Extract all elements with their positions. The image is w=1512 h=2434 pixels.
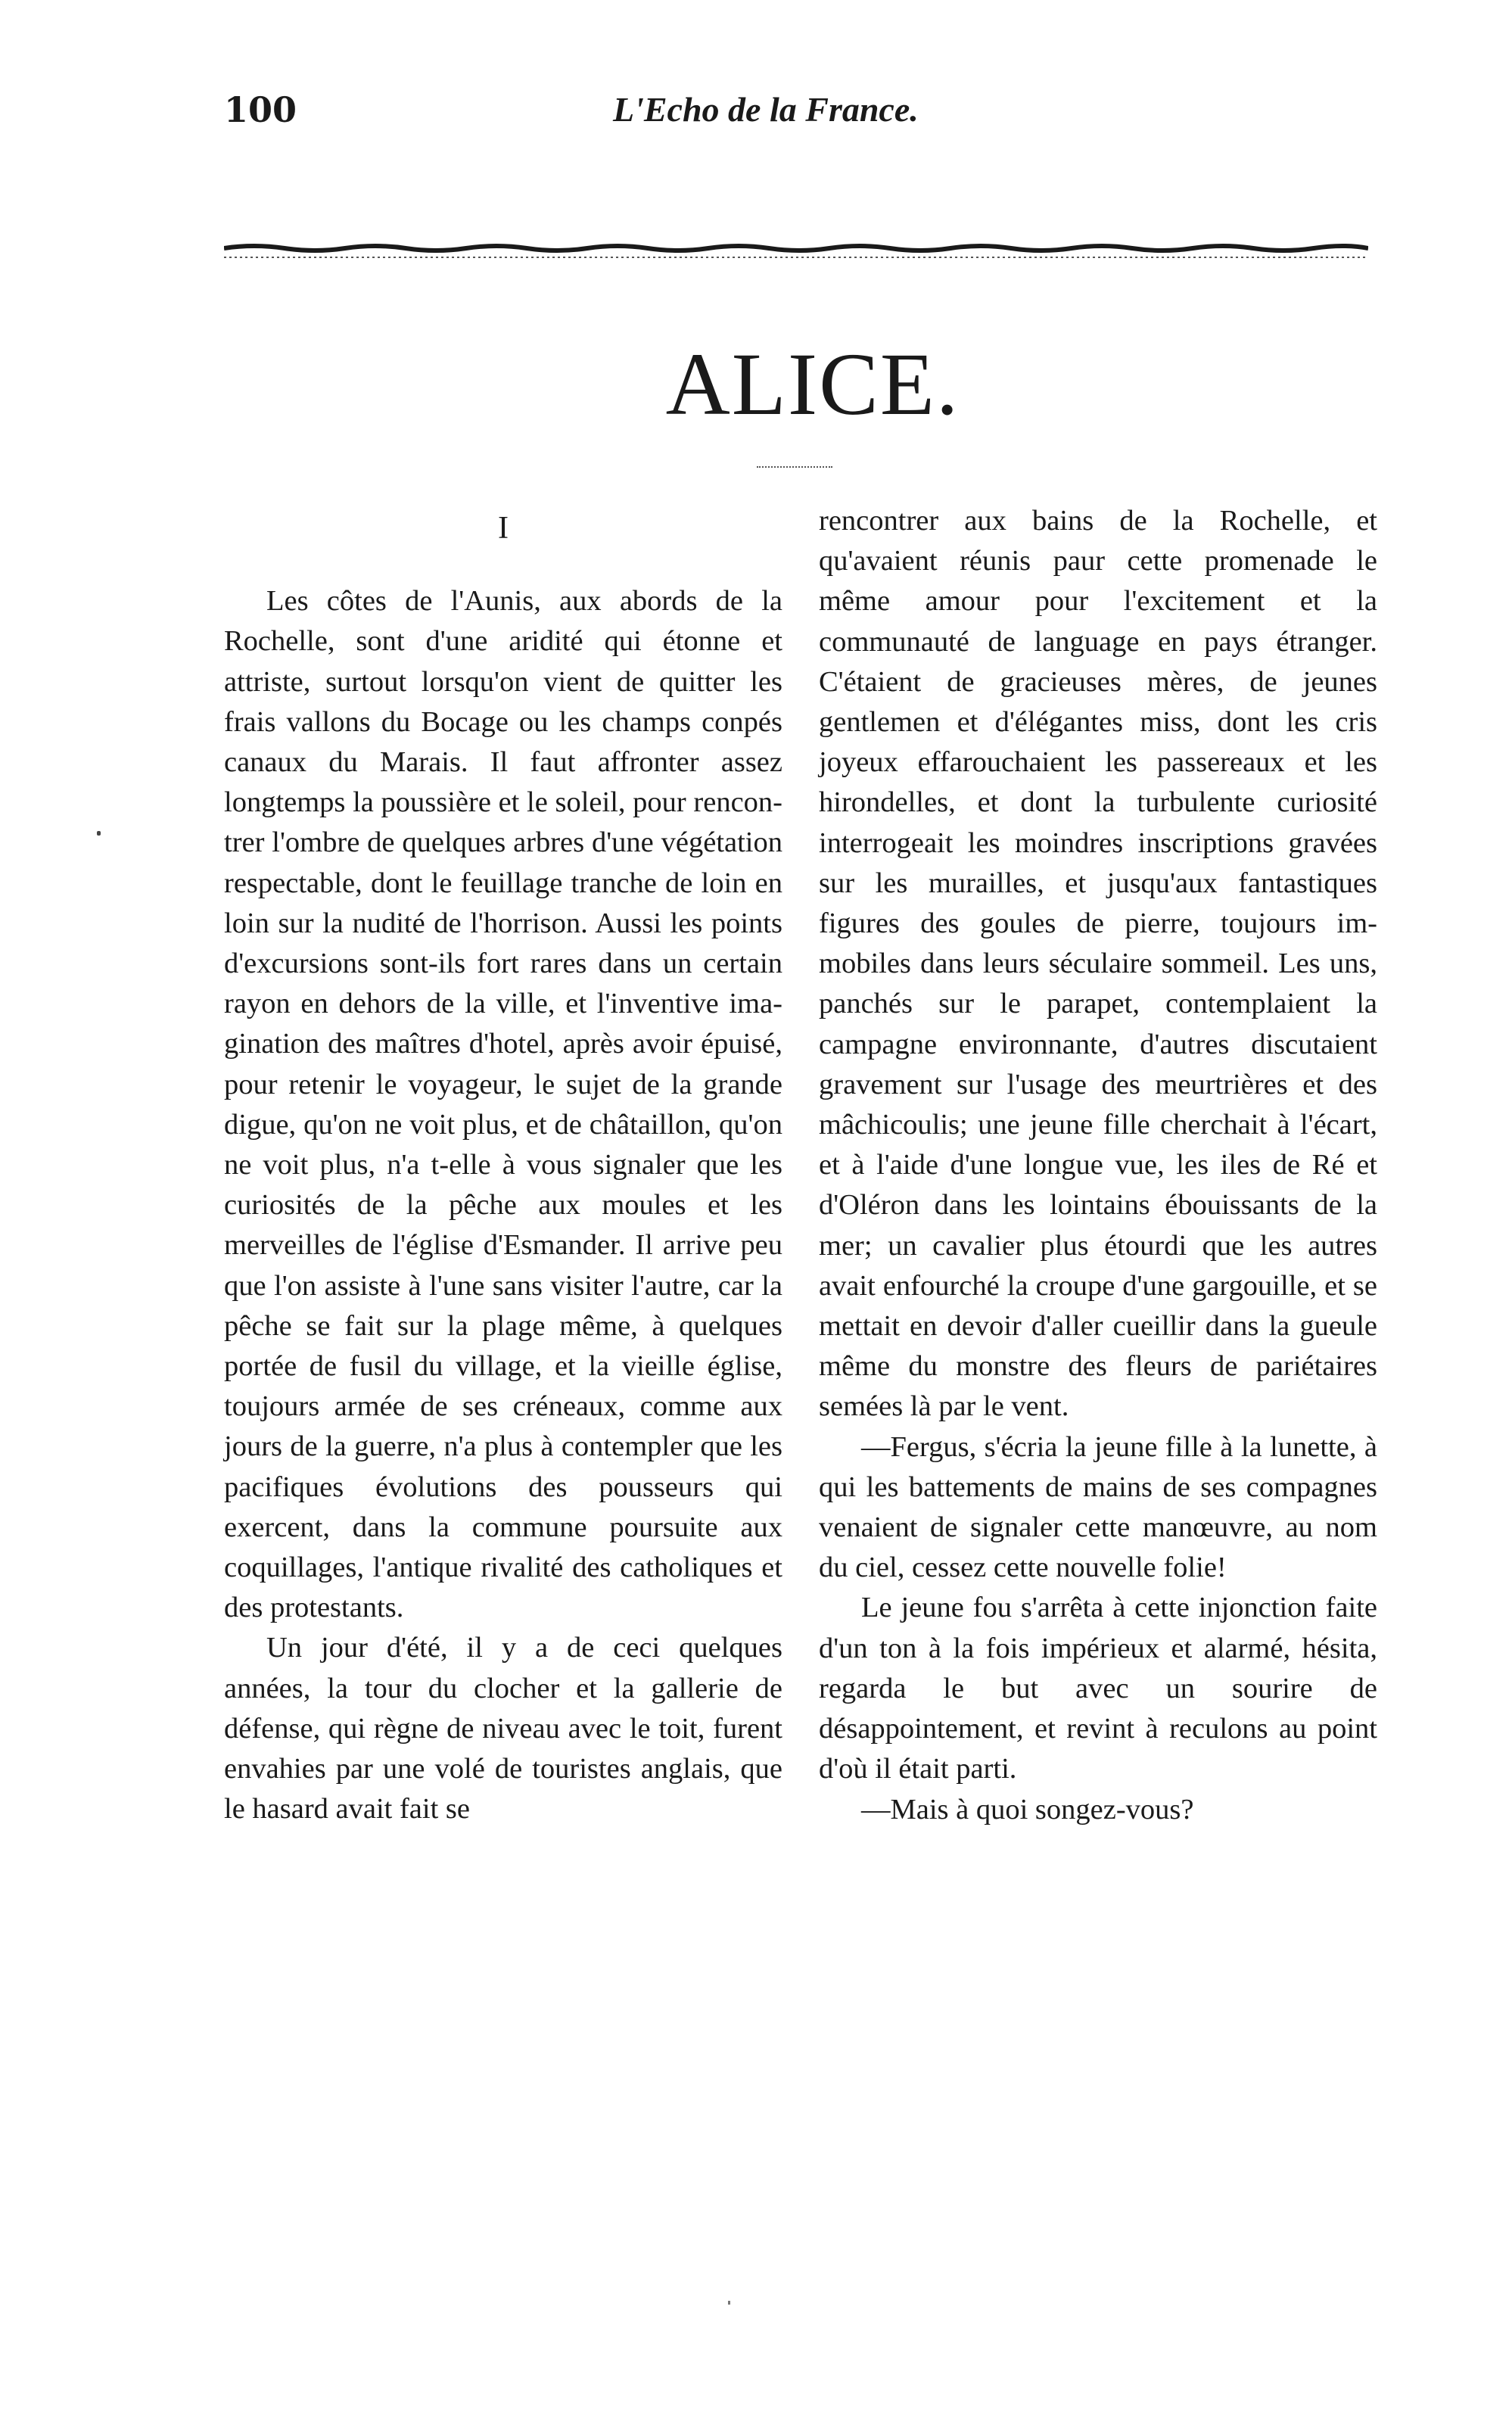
article-title: ALICE.: [665, 335, 960, 434]
decorative-rule: [224, 241, 1368, 265]
section-numeral: I: [498, 511, 509, 546]
running-title: L'Echo de la France.: [613, 90, 919, 129]
right-column: [819, 501, 1377, 1830]
page-number: 100: [224, 89, 297, 130]
stray-ink-mark: [97, 831, 101, 836]
paragraph: —Fergus, s'écria la jeune fille à la lunette, à qui les battements de mains de ses compagnes venaient de signaler cette manœuvre, au nom du ciel, cessez cette nouvelle folie!: [819, 1430, 1377, 1584]
paragraph: —Mais à quoi songez-vous?: [861, 1793, 1194, 1826]
stray-ink-mark: [728, 2301, 730, 2305]
paragraph: Un jour d'été, il y a de ceci quelques années, la tour du clocher et la gallerie de défense, qui règne de niveau avec le toit, furent envahies par une volé de touristes anglais, que le hasard avait fait se: [224, 1632, 782, 1826]
title-ornament: [757, 466, 832, 468]
left-column: [224, 500, 782, 1830]
paragraph: Les côtes de l'Aunis, aux abords de la Rochelle, sont d'une aridité qui étonne et attriste, surtout lorsqu'on vient de quitter les frais vallons du Bocage ou les champs conpés canaux du Marais. Il faut affronter assez longtemps la poussière et le soleil, pour rencontrer l'ombre de quelques arbres d'une végétation respectable, dont le feuillage tranche de loin en loin sur la nudité de l'horrison. Aussi les points d'excursions sont-ils fort rares dans un certain rayon en dehors de la ville, et l'inventive imagination des maîtres d'hotel, après avoir épuisé, pour retenir le voyageur, le sujet de la grande digue, qu'on ne voit plus, et de châtaillon, qu'on ne voit plus, n'a t-elle à vous signaler que les curiosités de la pêche aux moules et les merveilles de l'église d'Esmander. Il arrive peu que l'on assiste à l'une sans visiter l'autre, car la pêche se fait sur la plage même, à quelques portée de fusil du village, et la vieille église, toujours armée de ses créneaux, comme aux jours de la guerre, n'a plus à contempler que les pacifiques évolutions des pousseurs qui exercent, dans la commune poursuite aux coquillages, l'antique rivalité des catholiques et des protestants.: [224, 585, 782, 1624]
page-header: [219, 89, 1370, 150]
paragraph: rencontrer aux bains de la Rochelle, et qu'avaient réunis paur cette promenade le même amour pour l'excitement et la communauté de language en pays étranger. C'étaient de gracieuses mères, de jeunes gentlemen et d'élégantes miss, dont les cris joyeux effarouchaient les passereaux et les hirondelles, et dont la turbulente curiosité interrogeait les moindres inscriptions gravées sur les murailles, et jusqu'aux fantastiques figures des goules de pierre, toujours immobiles dans leurs séculaire sommeil. Les uns, panchés sur le parapet, contemplaient la campagne environnante, d'autres discutaient gravement sur l'usage des meurtrières et des mâchicoulis; une jeune fille cherchait à l'écart, et à l'aide d'une longue vue, les iles de Ré et d'Oléron dans les lointains ébouissants de la mer; un cavalier plus étourdi que les autres avait enfourché la croupe d'une gargouille, et se mettait en devoir d'aller cueillir dans la gueule même du monstre des fleurs de pariétaires semées là par le vent.: [819, 505, 1377, 1423]
paragraph: Le jeune fou s'arrêta à cette injonction faite d'un ton à la fois impérieux et alarmé, hésita, regarda le but avec un sourire de désappointement, et revint à reculons au point d'où il était parti.: [819, 1592, 1377, 1785]
